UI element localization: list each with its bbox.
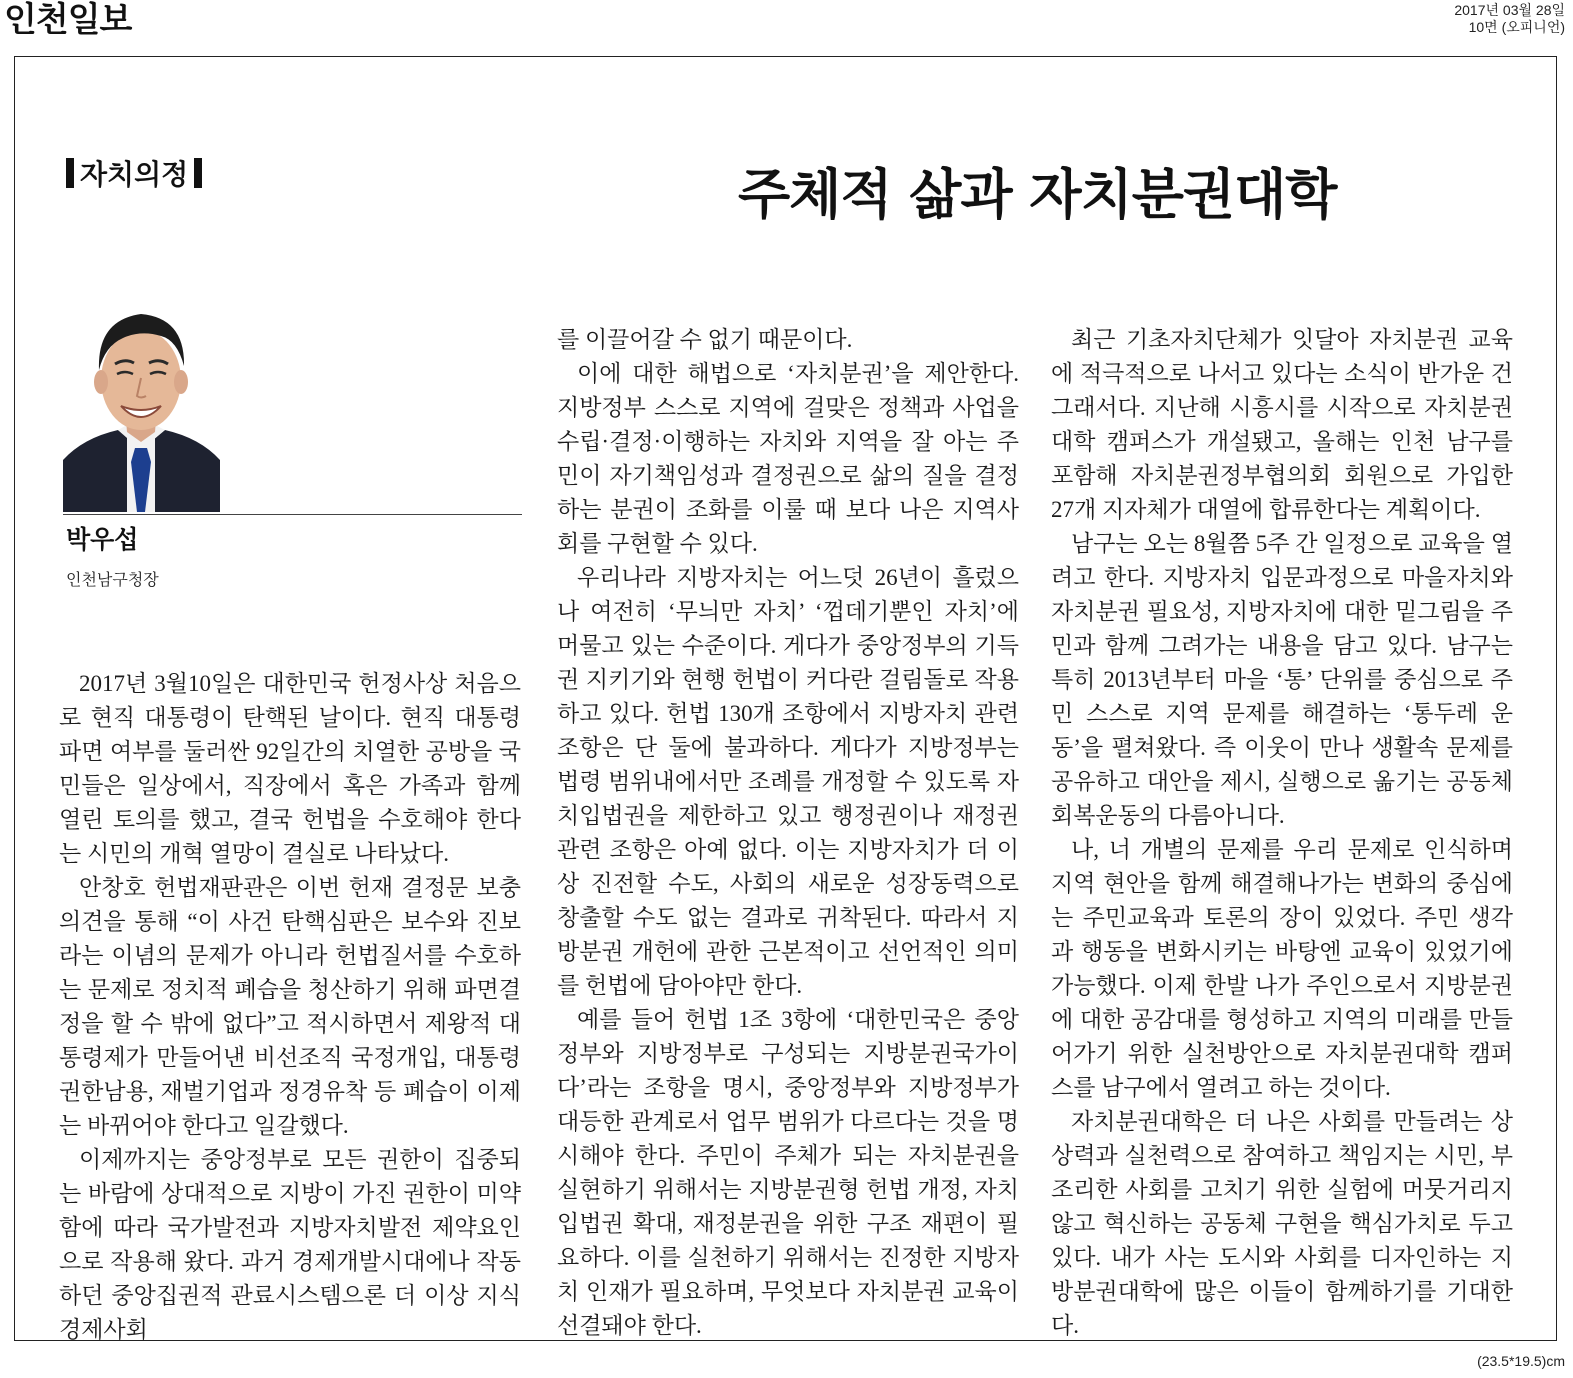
author-title: 인천남구청장 bbox=[66, 570, 159, 589]
edition-page: 10면 (오피니언) bbox=[1468, 19, 1565, 35]
paragraph: 우리나라 지방자치는 어느덧 26년이 흘렀으나 여전히 ‘무늬만 자치’ ‘껍데기뿐인 자치’에 머물고 있는 수준이다. 게다가 중앙정부의 기득권 지키기와 현행 헌법이 커다란 걸림돌로 작용하고 있다. 헌법 130개 조항에서 지방자치 관련 조항은 단 둘에 불과하다. 게다가 지방정부는 법령 범위내에서만 조례를 개정할 수 있도록 자치입법권을 제한하고 있고 행정권이나 재정권 관련 조항은 아예 없다. 이는 지방자치가 더 이상 진전할 수도, 사회의 새로운 성장동력으로 창출할 수도 없는 결과로 귀착된다. 따라서 지방분권 개헌에 관한 근본적이고 선언적인 의미를 헌법에 담아야만 한다. bbox=[557, 565, 1019, 998]
author-portrait bbox=[63, 300, 220, 512]
section-bar-right bbox=[194, 158, 202, 188]
publication-info bbox=[1454, 2, 1565, 36]
section-bar-left bbox=[66, 158, 74, 188]
body-column-1 bbox=[59, 667, 521, 1347]
body-column-3 bbox=[1051, 323, 1513, 1343]
paragraph: 남구는 오는 8월쯤 5주 간 일정으로 교육을 열려고 한다. 지방자치 입문과정으로 마을자치와 자치분권 필요성, 지방자치에 대한 밑그림을 주민과 함께 그려가는 내용을 담고 있다. 남구는 특히 2013년부터 마을 ‘통’ 단위를 중심으로 주민 스스로 지역 문제를 해결하는 ‘통두레 운동’을 펼쳐왔다. 즉 이웃이 만나 생활속 문제를 공유하고 대안을 제시, 실행으로 옮기는 공동체 회복운동의 다름아니다. bbox=[1051, 531, 1513, 828]
paragraph: 이에 대한 해법으로 ‘자치분권’을 제안한다. 지방정부 스스로 지역에 걸맞은 정책과 사업을 수립·결정·이행하는 자치와 지역을 잘 아는 주민이 자기책임성과 결정권으로 삶의 질을 결정하는 분권이 조화를 이룰 때 보다 나은 지역사회를 구현할 수 있다. bbox=[557, 361, 1019, 556]
author-name: 박우섭 bbox=[66, 525, 139, 554]
paragraph: 안창호 헌법재판관은 이번 헌재 결정문 보충의견을 통해 “이 사건 탄핵심판은 보수와 진보라는 이념의 문제가 아니라 헌법질서를 수호하는 문제로 정치적 폐습을 청산하기 위해 파면결정을 할 수 밖에 없다”고 적시하면서 제왕적 대통령제가 만들어낸 비선조직 국정개입, 대통령 권한남용, 재벌기업과 정경유착 등 폐습이 이제는 바뀌어야 한다고 일갈했다. bbox=[59, 875, 521, 1138]
section-tag bbox=[60, 155, 208, 195]
masthead-logo: 인천일보 bbox=[4, 0, 132, 40]
body-column-2 bbox=[557, 323, 1019, 1343]
edition-date: 2017년 03월 28일 bbox=[1454, 2, 1565, 18]
size-note: (23.5*19.5)cm bbox=[1477, 1353, 1565, 1369]
paragraph: 이제까지는 중앙정부로 모든 권한이 집중되는 바람에 상대적으로 지방이 가진 권한이 미약함에 따라 국가발전과 지방자치발전 제약요인으로 작용해 왔다. 과거 경제개발시대에나 작동하던 중앙집권적 관료시스템으론 더 이상 지식경제사회 bbox=[59, 1147, 521, 1342]
paragraph: 자치분권대학은 더 나은 사회를 만들려는 상상력과 실천력으로 참여하고 책임지는 시민, 부조리한 사회를 고치기 위한 실험에 머뭇거리지 않고 혁신하는 공동체 구현을 핵심가치로 두고 있다. 내가 사는 도시와 사회를 디자인하는 지방분권대학에 많은 이들이 함께하기를 기대한다. bbox=[1051, 1109, 1513, 1338]
section-label: 자치의정 bbox=[80, 158, 189, 191]
paragraph: 최근 기초자치단체가 잇달아 자치분권 교육에 적극적으로 나서고 있다는 소식이 반가운 건 그래서다. 지난해 시흥시를 시작으로 자치분권대학 캠퍼스가 개설됐고, 올해는 인천 남구를 포함해 자치분권정부협의회 회원으로 가입한 27개 지자체가 대열에 합류한다는 계획이다. bbox=[1051, 327, 1513, 522]
paragraph: 나, 너 개별의 문제를 우리 문제로 인식하며 지역 현안을 함께 해결해나가는 변화의 중심에는 주민교육과 토론의 장이 있었다. 주민 생각과 행동을 변화시키는 바탕엔 교육이 있었기에 가능했다. 이제 한발 나가 주인으로서 지방분권에 대한 공감대를 형성하고 지역의 미래를 만들어가기 위한 실천방안으로 자치분권대학 캠퍼스를 남구에서 열려고 하는 것이다. bbox=[1051, 837, 1513, 1100]
paragraph-continued: 를 이끌어갈 수 없기 때문이다. bbox=[557, 327, 853, 352]
paragraph: 예를 들어 헌법 1조 3항에 ‘대한민국은 중앙정부와 지방정부로 구성되는 지방분권국가이다’라는 조항을 명시, 중앙정부와 지방정부가 대등한 관계로서 업무 범위가 다르다는 것을 명시해야 한다. 주민이 주체가 되는 자치분권을 실현하기 위해서는 지방분권형 헌법 개정, 자치입법권 확대, 재정분권을 위한 구조 재편이 필요하다. 이를 실천하기 위해서는 진정한 지방자치 인재가 필요하며, 무엇보다 자치분권 교육이 선결돼야 한다. bbox=[557, 1007, 1019, 1338]
article-headline: 주체적 삶과 자치분권대학 bbox=[738, 162, 1337, 226]
author-photo bbox=[63, 300, 220, 512]
photo-rule bbox=[63, 514, 522, 515]
paragraph: 2017년 3월10일은 대한민국 헌정사상 처음으로 현직 대통령이 탄핵된 날이다. 현직 대통령 파면 여부를 둘러싼 92일간의 치열한 공방을 국민들은 일상에서, 직장에서 혹은 가족과 함께 열린 토의를 했고, 결국 헌법을 수호해야 한다는 시민의 개혁 열망이 결실로 나타났다. bbox=[59, 671, 521, 866]
